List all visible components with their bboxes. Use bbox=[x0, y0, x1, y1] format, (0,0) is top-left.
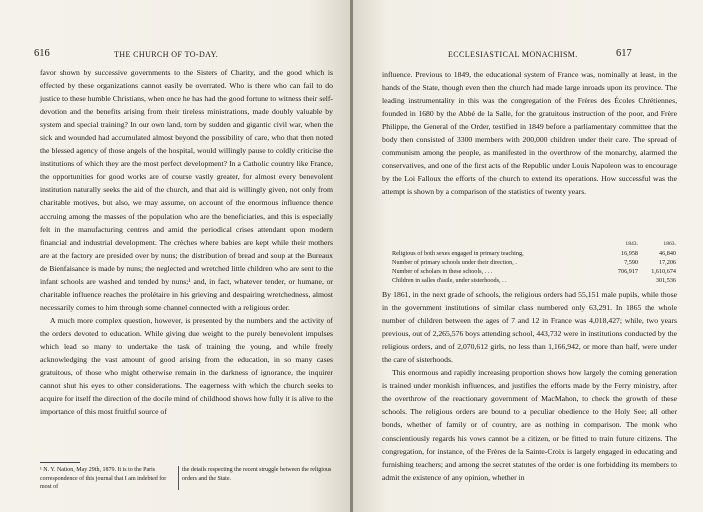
stats-cell: 46,840 bbox=[658, 250, 676, 257]
right-paragraph-1 bbox=[382, 68, 677, 198]
stats-cell: 16,958 bbox=[620, 250, 638, 257]
left-body-text bbox=[40, 66, 333, 418]
statistics-table bbox=[392, 240, 676, 285]
right-paragraph-2: By 1861, in the next grade of schools, the religious orders had 55,151 male pupils, while those in the government institutions of similar class numbered only 63,291. In 1865 the whole number of children between the ages of 7 and 12 in France was 4,018,427; while, two years previous, out of 2,265,576 boys attending school, 443,732 were in institutions conducted by the religious orders, and of 2,070,612 girls, no less than 1,166,942, or more than half, were under the care of sisterhoods. bbox=[382, 290, 677, 365]
left-page bbox=[0, 0, 351, 512]
stats-cell bbox=[600, 276, 638, 285]
left-paragraph-2: A much more complex question, however, is presented by the numbers and the activity of the orders devoted to education. While giving due weight to the purely benevolent impulses which lead so many to undertake the task of training the young, and while freely acknowledging the vast amount of good arising from the education, in so many cases gratuitous, of those who might otherwise remain in the darkness of ignorance, the inquirer cannot shut his eyes to other considerations. The eagerness with which the church seeks to acquire for itself the direction of the docile mind of childhood shows how fully it is alive to the importance of this most fruitful source of bbox=[40, 315, 333, 417]
right-page bbox=[353, 0, 703, 512]
stats-cell: 301,536 bbox=[655, 277, 676, 284]
footnote-column-1: ¹ N. Y. Nation, May 29th, 1879. It is to the Paris correspondence of this journal that I am indebted for most of bbox=[40, 467, 167, 491]
stats-header-1843: 1843. bbox=[625, 241, 638, 247]
stats-cell: 7,590 bbox=[624, 259, 638, 266]
stats-row-label: Number of primary schools under their direction, . bbox=[392, 259, 517, 266]
stats-header-1863: 1863. bbox=[663, 241, 676, 247]
stats-cell: 706,917 bbox=[617, 268, 638, 275]
stats-header-row bbox=[392, 240, 676, 249]
stats-row bbox=[392, 276, 676, 285]
stats-row-label: Religious of both sexes engaged in primary teaching, bbox=[392, 250, 524, 257]
stats-cell: 17,206 bbox=[658, 259, 676, 266]
footnote-column-2: the details respecting the recent struggle between the religious orders and the State. bbox=[182, 467, 332, 482]
right-body-text-lower bbox=[382, 288, 677, 484]
right-paragraph-3: This enormous and rapidly increasing proportion shows how largely the coming generation is trained under monkish influences, and justifies the efforts made by the Ferry ministry, after the overthrow of the reactionary government of MacMahon, to check the growth of these schools. The religious orders are bound to a peculiar obedience to the Holy See; all other bonds, whether of family or of country, are as nothing in comparison. The monk who conscientiously regards his vows cannot be a citizen, or be fitted to train future citizens. The congregation, for instance, of the Frères de la Sainte-Croix is largely engaged in educating and furnishing teachers; and among the secret statutes of the order is one forbidding its members to admit the existence of any opinion, whether in bbox=[382, 368, 677, 482]
left-paragraph-1: favor shown by successive governments to the Sisters of Charity, and the good which is effected by these organizations cannot easily be overrated. Who is there who can fail to do justice to these humble Christians, when once he has had the good fortune to witness their self-devotion and the benefits arising from their tireless ministrations, made doubly valuable by system and special training? In our own land, torn by sudden and gigantic civil war, when the sick and wounded had accumulated almost beyond the possibility of care, who that then noted the blessed agency of those angels of the hospital, would willingly pause to coldly criticise the institutions of which they are the most perfect development? In a Catholic country like France, the opportunities for good works are of course vastly greater, for almost every benevolent institution naturally seeks the aid of the church, and that aid is willingly given, not only from charitable motives, but also, we may assume, on account of the enormous influence thence accruing among the masses of the population who are the beneficiaries, and this is especially felt in the manufacturing centres and amid the periodical crises attendant upon modern financial and industrial development. The crèches where babies are kept while their mothers are at the factory are presided over by nuns; the distribution of bread and soup at the Bureaux de Bienfaisance is made by nuns; the neglected and wretched little children who are sent to the infant schools are washed and tended by nuns;¹ and, in fact, whatever tender, or humane, or charitable influence reaches the prolétaire in his grieving and despairing wretchedness, almost necessarily comes to him through some channel connected with a religious order. bbox=[40, 68, 333, 312]
right-page-number: 617 bbox=[616, 48, 632, 59]
stats-row-label: Children in salles d'asile, under sisterhoods, . . bbox=[392, 277, 507, 284]
right-running-header: ECCLESIASTICAL MONACHISM. bbox=[448, 50, 578, 59]
footnote-rule bbox=[40, 462, 80, 463]
footnote-divider bbox=[178, 466, 179, 490]
stats-row-label: Number of scholars in these schools, . . . bbox=[392, 268, 493, 275]
stats-row bbox=[392, 249, 676, 258]
left-running-header: THE CHURCH OF TO-DAY. bbox=[114, 50, 219, 59]
stats-row bbox=[392, 258, 676, 267]
stats-cell: 1,610,674 bbox=[651, 268, 676, 275]
left-page-number: 616 bbox=[34, 48, 50, 59]
stats-row bbox=[392, 267, 676, 276]
right-paragraph-1-text: influence. Previous to 1849, the educational system of France was, nominally at least, in the hands of the State, though even then the church had made large inroads upon its province. The leading instrumentality in this was the congregation of the Frères des Écoles Chrétiennes, founded in 1680 by the Abbé de la Salle, for the gratuitous instruction of the poor, and Frère Philippe, the General of the Order, testified in 1849 before a parliamentary committee that the body then consisted of 3300 members with 200,000 children under their care. The spread of communism among the people, as manifested in the overthrow of the monarchy, alarmed the conservatives, and one of the first acts of the Republic under Louis Napoleon was to encourage by the Loi Falloux the efforts of the church to extend its operations. How successful was the attempt is shown by a comparison of the statistics of twenty years. bbox=[382, 70, 677, 197]
